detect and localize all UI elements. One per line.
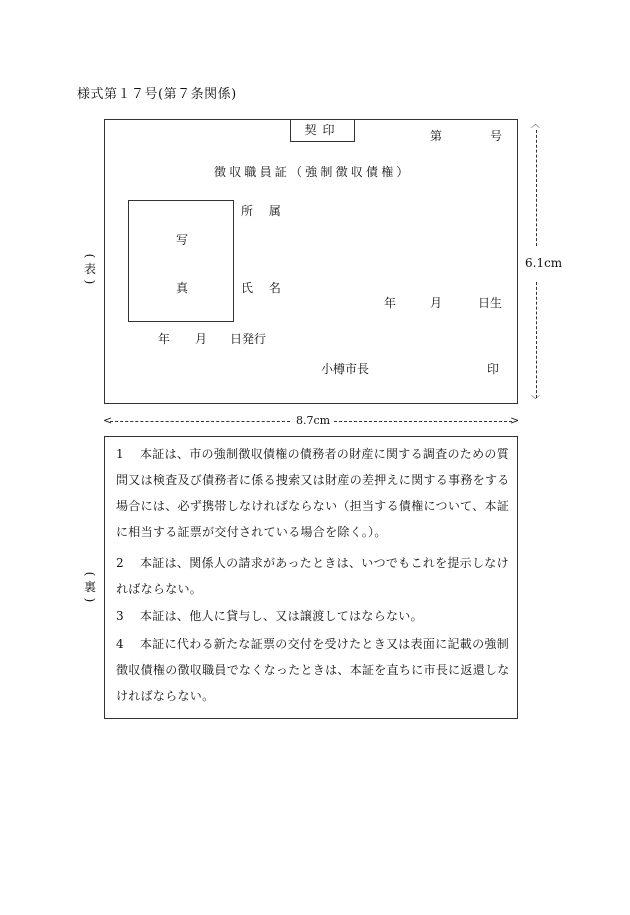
issue-year-label: 年 bbox=[158, 332, 171, 346]
number-prefix: 第 bbox=[430, 129, 443, 143]
photo-label-bottom: 真 bbox=[176, 281, 189, 295]
front-side-text: 表 bbox=[83, 262, 96, 276]
affiliation-label: 所 属 bbox=[241, 204, 287, 218]
back-item-3 bbox=[116, 603, 514, 629]
issue-month-label: 月 bbox=[195, 332, 208, 346]
back-item-2 bbox=[116, 550, 514, 602]
item-text: 本証は、市の強制徴収債権の債務者の財産に関する調査のための質問又は検査及び債務者に係る捜索又は財産の差押えに関する事務をする場合には、必ず携帯しなければならない（担当する債権について、本証に相当する証票が交付されている場合を除く。）。 bbox=[116, 447, 510, 539]
item-number: 3 bbox=[116, 609, 124, 623]
open-bracket-icon: ( bbox=[83, 571, 97, 577]
width-dimension-line-left bbox=[110, 421, 290, 422]
close-bracket-icon: ) bbox=[83, 597, 97, 603]
item-text: 本証は、他人に貸与し、又は譲渡してはならない。 bbox=[140, 609, 423, 623]
issuer-seal: 印 bbox=[487, 362, 500, 376]
item-number: 1 bbox=[116, 447, 124, 461]
back-item-4 bbox=[116, 631, 514, 709]
back-side-text: 裏 bbox=[83, 580, 96, 594]
item-text: 本証に代わる新たな証票の交付を受けたとき又は表面に記載の強制徴収債権の徴収職員でなくなったときは、本証を直ちに市長に返還しなければならない。 bbox=[116, 637, 510, 703]
item-number: 2 bbox=[116, 556, 124, 570]
arrow-down-icon: ﹀ bbox=[531, 396, 541, 406]
item-text: 本証は、関係人の請求があったときは、いつでもこれを提示しなければならない。 bbox=[116, 556, 509, 596]
arrow-up-icon: ︿ bbox=[531, 120, 541, 130]
number-suffix: 号 bbox=[490, 129, 503, 143]
birth-month-label: 月 bbox=[430, 296, 443, 310]
photo-label-top: 写 bbox=[176, 233, 189, 247]
card-title: 徴収職員証（強制徴収債権） bbox=[214, 165, 412, 179]
item-number: 4 bbox=[116, 637, 124, 651]
name-label: 氏 名 bbox=[241, 281, 287, 295]
front-side-label bbox=[82, 250, 98, 288]
arrow-right-icon: > bbox=[510, 414, 520, 427]
birth-day-label: 日生 bbox=[478, 296, 503, 310]
open-bracket-icon: ( bbox=[83, 253, 97, 259]
height-dimension-line-bottom bbox=[536, 282, 537, 398]
back-item-1 bbox=[116, 441, 514, 545]
height-dimension-line-top bbox=[536, 130, 537, 246]
seal-box: 契印 bbox=[290, 119, 355, 142]
photo-box bbox=[128, 200, 234, 322]
birth-year-label: 年 bbox=[384, 296, 397, 310]
width-dimension-line-right bbox=[334, 421, 512, 422]
arrow-left-icon: < bbox=[103, 414, 113, 427]
issue-day-label: 日発行 bbox=[230, 332, 267, 346]
height-dimension: 6.1cm bbox=[525, 256, 563, 270]
width-dimension: 8.7cm bbox=[296, 414, 331, 427]
form-heading: 様式第１７号(第７条関係) bbox=[77, 87, 237, 102]
back-side-label bbox=[82, 568, 98, 606]
close-bracket-icon: ) bbox=[83, 279, 97, 285]
issuer-name: 小樽市長 bbox=[321, 362, 370, 376]
